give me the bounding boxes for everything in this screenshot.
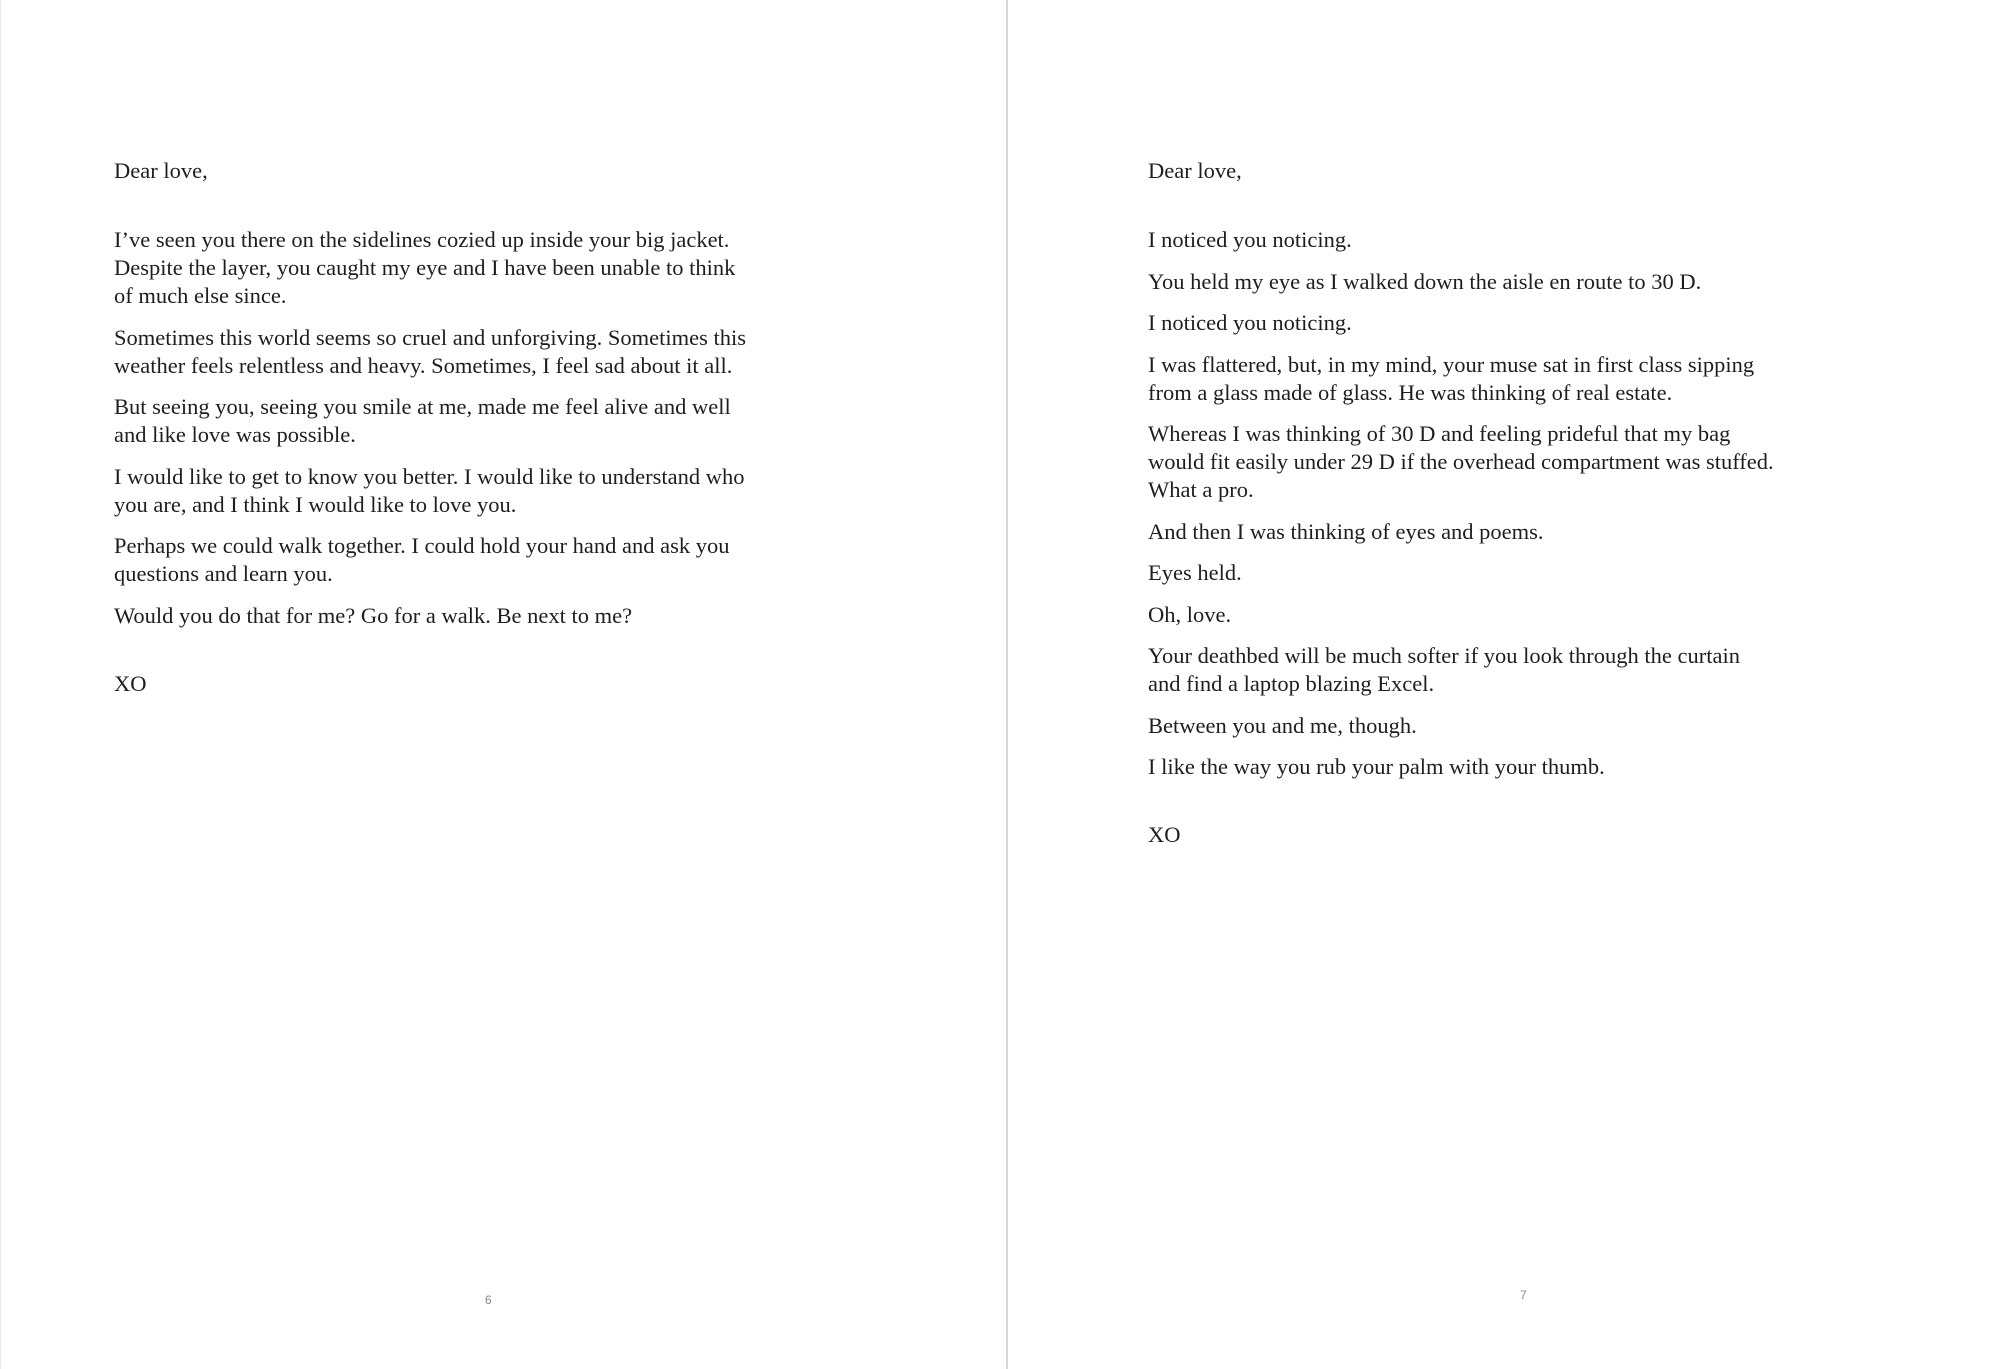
paragraph [1148, 753, 1774, 781]
text-line: would fit easily under 29 D if the overhead compartment was stuffed. [1148, 449, 1774, 474]
signoff: XO [1148, 822, 1181, 847]
paragraph [114, 602, 746, 630]
page-number: 7 [1520, 1288, 1527, 1302]
text-line: questions and learn you. [114, 561, 333, 586]
letter-body [1148, 226, 1774, 781]
letter [1148, 157, 1774, 849]
text-line: Sometimes this world seems so cruel and unforgiving. Sometimes this [114, 324, 747, 350]
paragraph [114, 226, 746, 310]
text-line: I noticed you noticing. [1148, 310, 1352, 335]
paragraph [1148, 351, 1774, 407]
text-line: You held my eye as I walked down the aisle en route to 30 D. [1148, 268, 1702, 294]
text-line: Would you do that for me? Go for a walk. Be next to me? [114, 602, 633, 628]
text-line: weather feels relentless and heavy. Sometimes, I feel sad about it all. [114, 352, 733, 378]
text-line: Despite the layer, you caught my eye and I have been unable to think [114, 255, 736, 280]
text-line: of much else since. [114, 283, 287, 308]
text-line: Your deathbed will be much softer if you look through the curtain [1148, 643, 1740, 668]
salutation: Dear love, [114, 158, 208, 183]
paragraph [1148, 309, 1774, 337]
page-number: 6 [485, 1293, 492, 1307]
paragraph [1148, 226, 1774, 254]
paragraph [1148, 268, 1774, 296]
paragraph [1148, 518, 1774, 546]
text-line: I was flattered, but, in my mind, your muse sat in first class sipping [1148, 351, 1755, 377]
text-line: and like love was possible. [114, 422, 356, 447]
text-line: Oh, love. [1148, 601, 1232, 627]
text-line: you are, and I think I would like to love you. [114, 491, 517, 517]
paragraph [1148, 420, 1774, 504]
text-line: I would like to get to know you better. I would like to understand who [114, 463, 745, 489]
paragraph [114, 463, 746, 519]
paragraph [1148, 712, 1774, 740]
text-line: Perhaps we could walk together. I could hold your hand and ask you [114, 533, 730, 558]
text-line: Eyes held. [1148, 560, 1242, 585]
paragraph [114, 393, 746, 449]
signoff: XO [114, 670, 147, 696]
text-line: from a glass made of glass. He was thinking of real estate. [1148, 379, 1673, 405]
letter [114, 157, 746, 698]
paragraph [114, 532, 746, 588]
text-line: I’ve seen you there on the sidelines cozied up inside your big jacket. [114, 227, 730, 252]
text-line: Whereas I was thinking of 30 D and feeling prideful that my bag [1148, 421, 1731, 446]
page-right [1008, 0, 2000, 1369]
paragraph [114, 324, 746, 380]
text-line: What a pro. [1148, 477, 1254, 502]
text-line: I noticed you noticing. [1148, 227, 1352, 252]
salutation: Dear love, [1148, 158, 1242, 183]
text-line: Between you and me, though. [1148, 712, 1417, 738]
text-line: But seeing you, seeing you smile at me, made me feel alive and well [114, 394, 731, 419]
text-line: I like the way you rub your palm with your thumb. [1148, 754, 1605, 779]
text-line: And then I was thinking of eyes and poems. [1148, 518, 1544, 544]
paragraph [1148, 559, 1774, 587]
letter-body [114, 226, 746, 630]
paragraph [1148, 601, 1774, 629]
paragraph [1148, 642, 1774, 698]
text-line: and find a laptop blazing Excel. [1148, 671, 1435, 696]
